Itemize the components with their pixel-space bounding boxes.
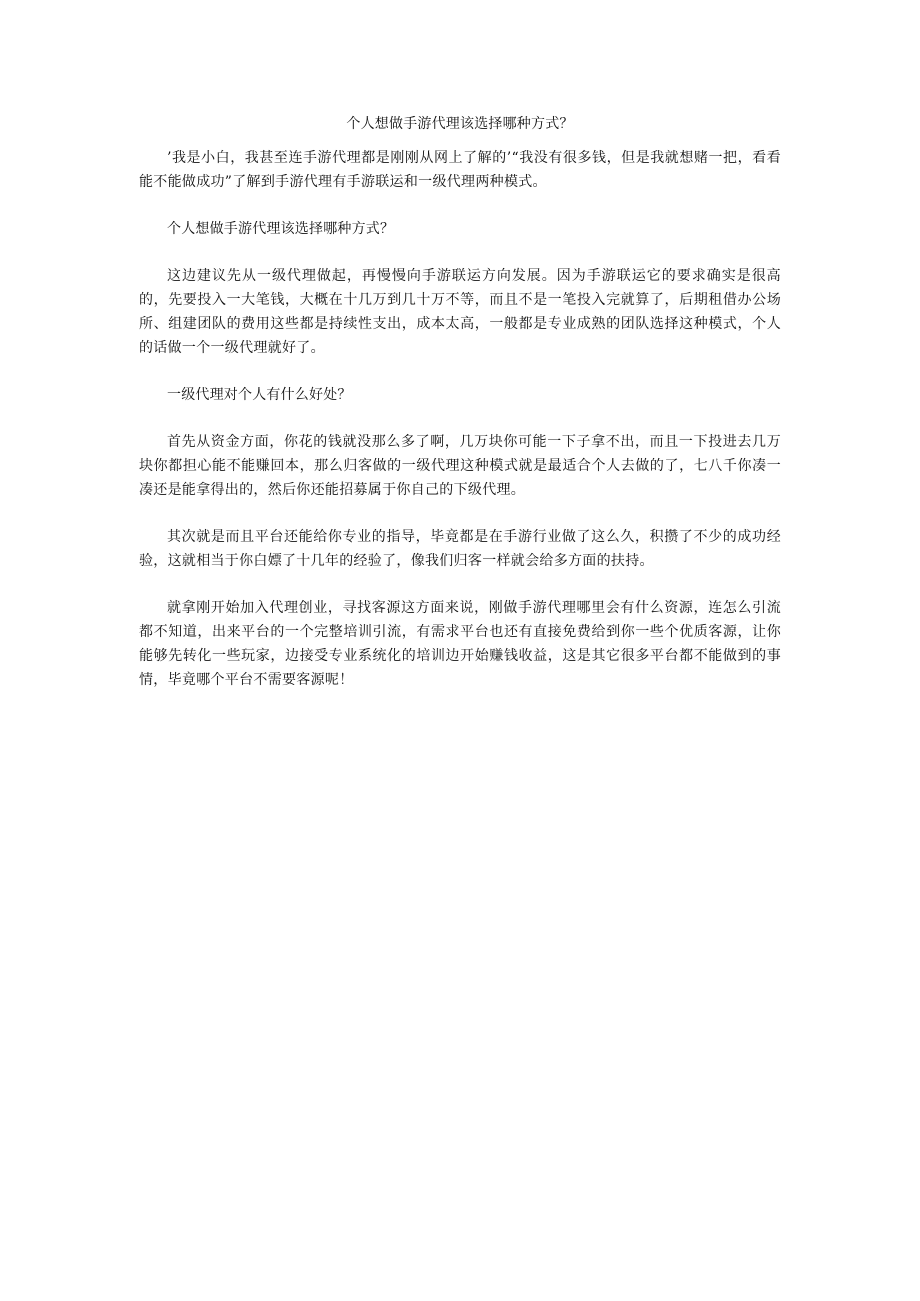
section-heading-1: 个人想做手游代理该选择哪种方式？ bbox=[167, 221, 395, 237]
body-paragraph-2: 首先从资金方面，你花的钱就没那么多了啊，几万块你可能一下子拿不出，而且一下投进去几万块你都担心能不能赚回本，那么归客做的一级代理这种模式就是最适合个人去做的了，七八千你凑一凑还是能拿得出的，然后你还能招募属于你自己的下级代理。 bbox=[139, 434, 781, 498]
document-page bbox=[139, 112, 781, 715]
document-title: 个人想做手游代理该选择哪种方式？ bbox=[346, 116, 574, 132]
section-heading-2: 一级代理对个人有什么好处？ bbox=[167, 387, 352, 403]
body-paragraph-3: 其次就是而且平台还能给你专业的指导，毕竟都是在手游行业做了这么久，积攒了不少的成功经验，这就相当于你白嫖了十几年的经验了，像我们归客一样就会给多方面的扶持。 bbox=[139, 529, 781, 569]
body-paragraph-1: 这边建议先从一级代理做起，再慢慢向手游联运方向发展。因为手游联运它的要求确实是很高的，先要投入一大笔钱，大概在十几万到几十万不等，而且不是一笔投入完就算了，后期租借办公场所、组建团队的费用这些都是持续性支出，成本太高，一般都是专业成熟的团队选择这种模式，个人的话做一个一级代理就好了。 bbox=[139, 268, 781, 356]
body-paragraph-4: 就拿刚开始加入代理创业，寻找客源这方面来说，刚做手游代理哪里会有什么资源，连怎么引流都不知道，出来平台的一个完整培训引流，有需求平台也还有直接免费给到你一些个优质客源，让你能够先转化一些玩家，边接受专业系统化的培训边开始赚钱收益，这是其它很多平台都不能做到的事情，毕竟哪个平台不需要客源呢！ bbox=[139, 600, 781, 688]
intro-paragraph: ’我是小白，我甚至连手游代理都是刚刚从网上了解的’“我没有很多钱，但是我就想赌一把，看看能不能做成功”了解到手游代理有手游联运和一级代理两种模式。 bbox=[139, 150, 781, 190]
